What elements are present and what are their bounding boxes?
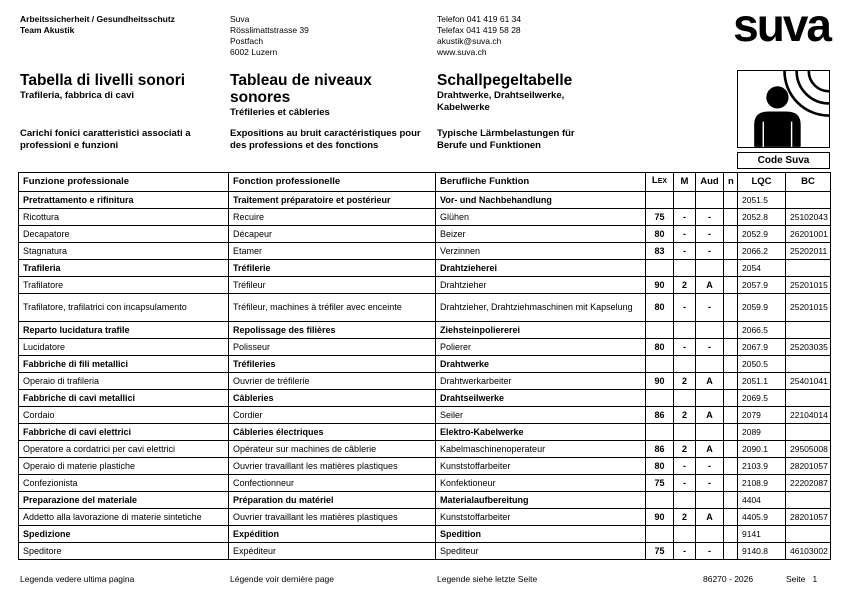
cell-n [724, 339, 738, 356]
cell-lex: 86 [646, 441, 674, 458]
footer-page [786, 574, 817, 584]
contact-phone: Telefon 041 419 61 34 [437, 14, 522, 24]
cell-m: - [674, 458, 696, 475]
cell-lqc: 2089 [738, 424, 786, 441]
cell-funzione-professionale: Addetto alla lavorazione di materie sintetiche [19, 509, 229, 526]
cell-m [674, 356, 696, 373]
cell-bc [786, 260, 831, 277]
cell-n [724, 260, 738, 277]
cell-bc: 29505008 [786, 441, 831, 458]
cell-m [674, 492, 696, 509]
cell-n [724, 390, 738, 407]
title-block-de [437, 72, 647, 113]
cell-funzione-professionale: Trafileria [19, 260, 229, 277]
cell-berufliche-funktion: Drahtwerkarbeiter [436, 373, 646, 390]
footer-legend-de: Legende siehe letzte Seite [437, 574, 538, 584]
cell-m: 2 [674, 407, 696, 424]
cell-aud: - [696, 339, 724, 356]
cell-m [674, 424, 696, 441]
contact-email: akustik@suva.ch [437, 36, 502, 46]
cell-aud [696, 526, 724, 543]
table-row [19, 277, 831, 294]
cell-bc [786, 390, 831, 407]
table-row [19, 424, 831, 441]
table-row [19, 475, 831, 492]
cell-bc: 25201015 [786, 294, 831, 322]
cell-bc: 22104014 [786, 407, 831, 424]
cell-berufliche-funktion: Drahtseilwerke [436, 390, 646, 407]
cell-funzione-professionale: Fabbriche di fili metallici [19, 356, 229, 373]
subtitle-it: Trafileria, fabbrica di cavi [20, 90, 135, 101]
cell-funzione-professionale: Ricottura [19, 209, 229, 226]
cell-lex: 75 [646, 543, 674, 560]
sound-table-body [19, 192, 831, 560]
cell-n [724, 407, 738, 424]
cell-aud: - [696, 475, 724, 492]
table-row [19, 543, 831, 560]
cell-n [724, 243, 738, 260]
description-it: Carichi fonici caratteristici associati a professioni e funzioni [20, 128, 191, 151]
cell-funzione-professionale: Spedizione [19, 526, 229, 543]
cell-fonction-professionelle: Ouvrier de tréfilerie [229, 373, 436, 390]
cell-aud [696, 390, 724, 407]
table-row [19, 390, 831, 407]
cell-aud [696, 192, 724, 209]
cell-fonction-professionelle: Expédition [229, 526, 436, 543]
cell-aud: - [696, 209, 724, 226]
cell-n [724, 192, 738, 209]
cell-funzione-professionale: Pretrattamento e rifinitura [19, 192, 229, 209]
cell-aud [696, 322, 724, 339]
cell-funzione-professionale: Confezionista [19, 475, 229, 492]
cell-berufliche-funktion: Glühen [436, 209, 646, 226]
contact-website: www.suva.ch [437, 47, 487, 57]
table-row [19, 526, 831, 543]
cell-aud: A [696, 277, 724, 294]
address-line: Rösslimattstrasse 39 [230, 25, 309, 35]
cell-m: - [674, 475, 696, 492]
cell-lqc: 9140.8 [738, 543, 786, 560]
cell-funzione-professionale: Fabbriche di cavi elettrici [19, 424, 229, 441]
cell-n [724, 458, 738, 475]
cell-m: 2 [674, 441, 696, 458]
table-row [19, 441, 831, 458]
table-header-row [19, 173, 831, 192]
cell-fonction-professionelle: Tréfilerie [229, 260, 436, 277]
header-berufliche-funktion: Berufliche Funktion [436, 173, 646, 192]
cell-lqc: 9141 [738, 526, 786, 543]
header-fonction-professionelle: Fonction professionelle [229, 173, 436, 192]
cell-bc [786, 192, 831, 209]
suva-logo: suva [733, 0, 830, 51]
cell-n [724, 209, 738, 226]
cell-lex [646, 526, 674, 543]
cell-n [724, 322, 738, 339]
cell-lex [646, 424, 674, 441]
cell-berufliche-funktion: Drahtzieherei [436, 260, 646, 277]
table-row [19, 322, 831, 339]
cell-n [724, 373, 738, 390]
cell-fonction-professionelle: Recuire [229, 209, 436, 226]
cell-aud: - [696, 458, 724, 475]
cell-fonction-professionelle: Opérateur sur machines de câblerie [229, 441, 436, 458]
title-block-fr [230, 72, 430, 119]
cell-aud [696, 260, 724, 277]
cell-berufliche-funktion: Kabelmaschinenoperateur [436, 441, 646, 458]
cell-lqc: 2069.5 [738, 390, 786, 407]
sound-level-table [18, 172, 831, 560]
cell-lex [646, 356, 674, 373]
title-block-it [20, 72, 220, 102]
footer-page-number: 1 [812, 574, 818, 584]
cell-lex [646, 322, 674, 339]
cell-n [724, 509, 738, 526]
noise-exposure-pictogram [737, 70, 830, 148]
cell-lex [646, 390, 674, 407]
table-row [19, 458, 831, 475]
footer-doc-number: 86270 - 2026 [703, 574, 754, 584]
table-row [19, 492, 831, 509]
cell-lex: 75 [646, 209, 674, 226]
cell-lex: 80 [646, 294, 674, 322]
title-de: Schallpegeltabelle [437, 72, 573, 89]
header-funzione-professionale: Funzione professionale [19, 173, 229, 192]
cell-berufliche-funktion: Beizer [436, 226, 646, 243]
letterhead-department [20, 14, 175, 36]
cell-aud: A [696, 407, 724, 424]
table-row [19, 192, 831, 209]
cell-lqc: 2051.1 [738, 373, 786, 390]
header-bc: BC [786, 173, 831, 192]
cell-m [674, 322, 696, 339]
cell-berufliche-funktion: Vor- und Nachbehandlung [436, 192, 646, 209]
title-fr: Tableau de niveaux sonores [230, 72, 372, 106]
cell-n [724, 356, 738, 373]
cell-fonction-professionelle: Ouvrier travaillant les matières plastiques [229, 509, 436, 526]
cell-n [724, 526, 738, 543]
table-row [19, 226, 831, 243]
cell-aud: A [696, 509, 724, 526]
cell-n [724, 226, 738, 243]
table-row [19, 294, 831, 322]
cell-fonction-professionelle: Préparation du matériel [229, 492, 436, 509]
cell-n [724, 277, 738, 294]
cell-lqc: 2066.2 [738, 243, 786, 260]
cell-bc: 28201057 [786, 509, 831, 526]
cell-fonction-professionelle: Confectionneur [229, 475, 436, 492]
cell-bc [786, 424, 831, 441]
cell-berufliche-funktion: Verzinnen [436, 243, 646, 260]
cell-berufliche-funktion: Materialaufbereitung [436, 492, 646, 509]
cell-funzione-professionale: Preparazione del materiale [19, 492, 229, 509]
subtitle-fr: Tréfileries et câbleries [230, 107, 330, 118]
cell-lqc: 2054 [738, 260, 786, 277]
cell-m: 2 [674, 277, 696, 294]
table-row [19, 356, 831, 373]
cell-lqc: 2067.9 [738, 339, 786, 356]
cell-aud: - [696, 543, 724, 560]
cell-n [724, 424, 738, 441]
cell-aud: - [696, 243, 724, 260]
cell-funzione-professionale: Lucidatore [19, 339, 229, 356]
cell-fonction-professionelle: Expéditeur [229, 543, 436, 560]
cell-lex: 80 [646, 339, 674, 356]
cell-lex: 90 [646, 373, 674, 390]
cell-aud: - [696, 294, 724, 322]
cell-m: - [674, 294, 696, 322]
cell-fonction-professionelle: Câbleries électriques [229, 424, 436, 441]
contact-fax: Telefax 041 419 58 28 [437, 25, 521, 35]
cell-lex: 80 [646, 458, 674, 475]
cell-bc: 25102043 [786, 209, 831, 226]
cell-n [724, 543, 738, 560]
cell-bc: 25401041 [786, 373, 831, 390]
cell-n [724, 475, 738, 492]
cell-berufliche-funktion: Polierer [436, 339, 646, 356]
department-line1: Arbeitssicherheit / Gesundheitsschutz [20, 14, 175, 24]
cell-lex: 75 [646, 475, 674, 492]
subtitle-de: Drahtwerke, Drahtseilwerke, Kabelwerke [437, 90, 565, 113]
cell-berufliche-funktion: Drahtwerke [436, 356, 646, 373]
cell-m: - [674, 209, 696, 226]
cell-lqc: 4405.9 [738, 509, 786, 526]
cell-bc: 26201001 [786, 226, 831, 243]
cell-lqc: 2079 [738, 407, 786, 424]
cell-berufliche-funktion: Drahtzieher, Drahtziehmaschinen mit Kapselung [436, 294, 646, 322]
footer-page-label: Seite [786, 574, 806, 584]
code-suva-box [737, 152, 830, 169]
address-line: 6002 Luzern [230, 47, 278, 57]
cell-lex: 86 [646, 407, 674, 424]
header-aud: Aud [696, 173, 724, 192]
cell-n [724, 294, 738, 322]
table-row [19, 509, 831, 526]
cell-bc: 25202011 [786, 243, 831, 260]
cell-fonction-professionelle: Repolissage des filières [229, 322, 436, 339]
letterhead-address [230, 14, 309, 58]
cell-bc [786, 322, 831, 339]
cell-berufliche-funktion: Seiler [436, 407, 646, 424]
cell-fonction-professionelle: Tréfileur, machines à tréfiler avec enceinte [229, 294, 436, 322]
code-suva-label: Code Suva [757, 155, 810, 166]
cell-lex: 90 [646, 509, 674, 526]
cell-m: 2 [674, 373, 696, 390]
cell-bc: 25201015 [786, 277, 831, 294]
cell-lex [646, 492, 674, 509]
cell-funzione-professionale: Operatore a cordatrici per cavi elettrici [19, 441, 229, 458]
cell-lqc: 2051.5 [738, 192, 786, 209]
cell-m [674, 390, 696, 407]
cell-fonction-professionelle: Polisseur [229, 339, 436, 356]
cell-m: - [674, 339, 696, 356]
cell-funzione-professionale: Speditore [19, 543, 229, 560]
address-line: Postfach [230, 36, 264, 46]
cell-m: - [674, 543, 696, 560]
cell-fonction-professionelle: Etamer [229, 243, 436, 260]
cell-fonction-professionelle: Tréfileries [229, 356, 436, 373]
cell-m [674, 260, 696, 277]
cell-m [674, 192, 696, 209]
cell-bc: 25203035 [786, 339, 831, 356]
department-line2: Team Akustik [20, 25, 75, 35]
letterhead-contact [437, 14, 521, 58]
cell-berufliche-funktion: Spedition [436, 526, 646, 543]
cell-lex [646, 192, 674, 209]
cell-berufliche-funktion: Ziehsteinpoliererei [436, 322, 646, 339]
cell-lqc: 2103.9 [738, 458, 786, 475]
cell-funzione-professionale: Fabbriche di cavi metallici [19, 390, 229, 407]
cell-fonction-professionelle: Cordier [229, 407, 436, 424]
cell-lex: 83 [646, 243, 674, 260]
cell-funzione-professionale: Reparto lucidatura trafile [19, 322, 229, 339]
header-n: n [724, 173, 738, 192]
header-lqc: LQC [738, 173, 786, 192]
table-row [19, 339, 831, 356]
cell-funzione-professionale: Operaio di trafileria [19, 373, 229, 390]
cell-bc: 28201057 [786, 458, 831, 475]
cell-fonction-professionelle: Tréfileur [229, 277, 436, 294]
cell-fonction-professionelle: Traitement préparatoire et postérieur [229, 192, 436, 209]
cell-lqc: 2052.8 [738, 209, 786, 226]
header-lex: LEX [646, 173, 674, 192]
table-row [19, 260, 831, 277]
cell-berufliche-funktion: Konfektioneur [436, 475, 646, 492]
cell-bc [786, 526, 831, 543]
cell-aud [696, 356, 724, 373]
cell-bc [786, 492, 831, 509]
description-de: Typische Lärmbelastungen für Berufe und Funktionen [437, 128, 575, 151]
footer-legend-it: Legenda vedere ultima pagina [20, 574, 135, 584]
cell-fonction-professionelle: Câbleries [229, 390, 436, 407]
table-row [19, 407, 831, 424]
cell-lqc: 2052.9 [738, 226, 786, 243]
cell-funzione-professionale: Cordaio [19, 407, 229, 424]
cell-lqc: 4404 [738, 492, 786, 509]
cell-m [674, 526, 696, 543]
table-row [19, 243, 831, 260]
cell-bc [786, 356, 831, 373]
cell-lqc: 2059.9 [738, 294, 786, 322]
table-row [19, 209, 831, 226]
cell-m: - [674, 243, 696, 260]
table-row [19, 373, 831, 390]
cell-aud: A [696, 441, 724, 458]
cell-funzione-professionale: Trafilatore [19, 277, 229, 294]
cell-funzione-professionale: Stagnatura [19, 243, 229, 260]
cell-funzione-professionale: Decapatore [19, 226, 229, 243]
cell-fonction-professionelle: Décapeur [229, 226, 436, 243]
cell-lex [646, 260, 674, 277]
cell-m: 2 [674, 509, 696, 526]
cell-n [724, 441, 738, 458]
cell-fonction-professionelle: Ouvrier travaillant les matières plastiques [229, 458, 436, 475]
cell-lex: 80 [646, 226, 674, 243]
cell-funzione-professionale: Trafilatore, trafilatrici con incapsulamento [19, 294, 229, 322]
cell-funzione-professionale: Operaio di materie plastiche [19, 458, 229, 475]
cell-berufliche-funktion: Kunststoffarbeiter [436, 458, 646, 475]
cell-lqc: 2108.9 [738, 475, 786, 492]
footer-legend-fr: Légende voir dernière page [230, 574, 334, 584]
cell-aud [696, 492, 724, 509]
cell-bc: 22202087 [786, 475, 831, 492]
header-m: M [674, 173, 696, 192]
cell-n [724, 492, 738, 509]
cell-lqc: 2066.5 [738, 322, 786, 339]
cell-aud: - [696, 226, 724, 243]
cell-berufliche-funktion: Elektro-Kabelwerke [436, 424, 646, 441]
cell-bc: 46103002 [786, 543, 831, 560]
address-line: Suva [230, 14, 250, 24]
cell-lex: 90 [646, 277, 674, 294]
title-it: Tabella di livelli sonori [20, 72, 186, 89]
cell-berufliche-funktion: Drahtzieher [436, 277, 646, 294]
cell-aud: A [696, 373, 724, 390]
cell-aud [696, 424, 724, 441]
cell-m: - [674, 226, 696, 243]
person-noise-icon [738, 71, 829, 147]
description-fr: Expositions au bruit caractéristiques pour des professions et des fonctions [230, 128, 421, 151]
cell-lqc: 2090.1 [738, 441, 786, 458]
cell-berufliche-funktion: Spediteur [436, 543, 646, 560]
cell-lqc: 2057.9 [738, 277, 786, 294]
cell-lqc: 2050.5 [738, 356, 786, 373]
cell-berufliche-funktion: Kunststoffarbeiter [436, 509, 646, 526]
